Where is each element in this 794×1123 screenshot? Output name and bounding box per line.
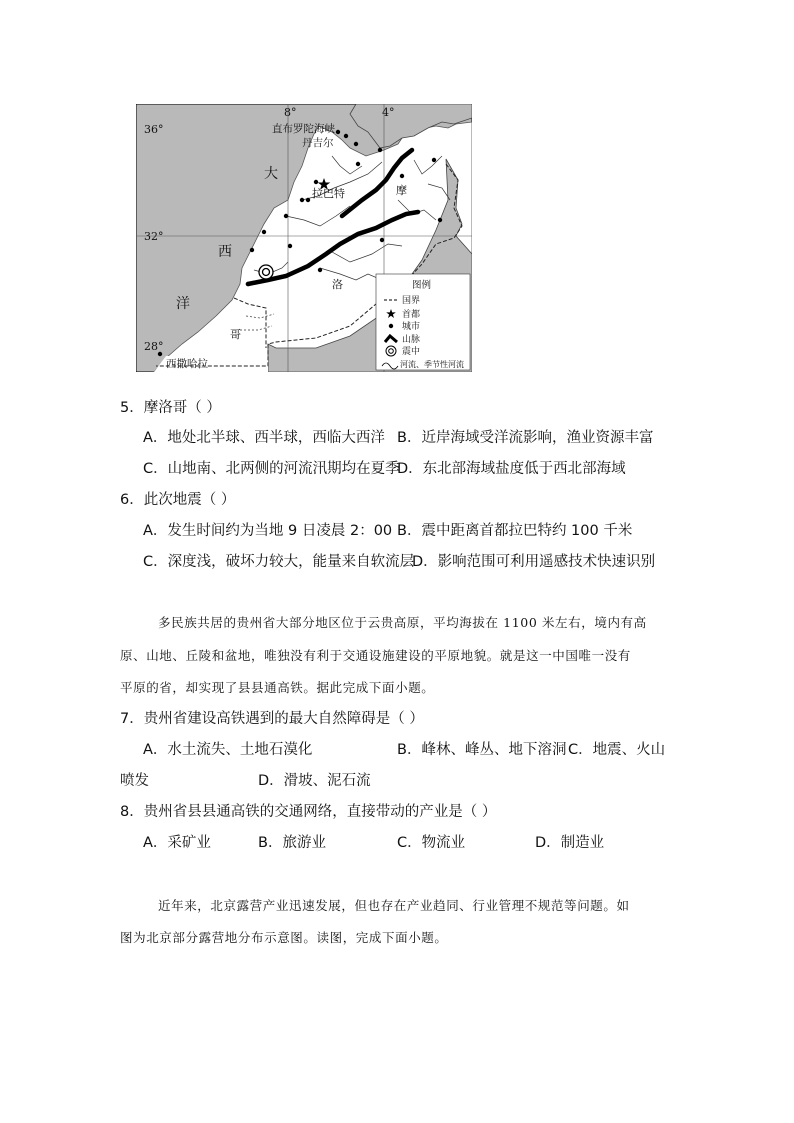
q8-option-c: C．物流业 xyxy=(397,835,466,851)
q7-option-c: C．地震、火山 xyxy=(568,742,666,758)
lat-28-label: 28° xyxy=(144,340,164,353)
passage3-line1: 近年来，北京露营产业迅速发展，但也存在产业趋同、行业管理不规范等问题。如 xyxy=(158,898,630,913)
legend-mountain-label: 山脉 xyxy=(402,335,421,345)
q5-option-b: B．近岸海域受洋流影响，渔业资源丰富 xyxy=(397,430,654,446)
passage3-line2: 图为北京部分露营地分布示意图。读图，完成下面小题。 xyxy=(120,930,448,945)
passage2-line3: 平原的省，却实现了县县通高铁。据此完成下面小题。 xyxy=(120,680,435,695)
q7-option-d: D．滑坡、泥石流 xyxy=(258,773,371,789)
q8-option-b: B．旅游业 xyxy=(258,835,326,851)
lon-8-label: 8° xyxy=(284,106,297,119)
q7-stem: 7．贵州省建设高铁遇到的最大自然障碍是（ ） xyxy=(120,711,424,727)
q6-option-c: C．深度浅，破坏力较大，能量来自软流层 xyxy=(143,554,415,570)
legend-capital-label: 首都 xyxy=(402,310,421,320)
legend-river-label: 河流、季节性河流 xyxy=(400,360,464,369)
q6-option-a: A．发生时间约为当地 9 日凌晨 2：00 xyxy=(143,523,393,539)
q7-option-a: A．水土流失、土地石漠化 xyxy=(143,742,313,758)
q5-option-a: A．地处北半球、西半球，西临大西洋 xyxy=(143,430,385,446)
legend-city-label: 城市 xyxy=(402,322,421,332)
ocean-char-2: 西 xyxy=(218,244,232,260)
country-char-1: 摩 xyxy=(396,184,407,197)
ocean-char-3: 洋 xyxy=(176,296,190,312)
legend-title: 图例 xyxy=(412,280,432,291)
q5-option-d: D．东北部海域盐度低于西北部海域 xyxy=(397,461,626,477)
legend-city-symbol xyxy=(389,324,393,328)
lon-4-label: 4° xyxy=(382,106,395,119)
western-sahara-label: 西撒哈拉 xyxy=(166,358,208,370)
lat-36-label: 36° xyxy=(144,123,164,136)
legend-epicenter-label: 震中 xyxy=(402,347,421,357)
capital-label: 拉巴特 xyxy=(312,187,345,200)
q7-option-b: B．峰林、峰丛、地下溶洞 xyxy=(397,742,567,758)
q6-option-d: D．影响范围可利用遥感技术快速识别 xyxy=(412,554,656,570)
q8-option-d: D．制造业 xyxy=(535,835,605,851)
tanger-label: 丹吉尔 xyxy=(302,137,334,149)
strait-label: 直布罗陀海峡 xyxy=(272,123,335,135)
country-char-2: 洛 xyxy=(332,278,343,291)
q5-option-c: C．山地南、北两侧的河流汛期均在夏季 xyxy=(143,461,400,477)
legend-epicenter-inner xyxy=(389,349,394,354)
morocco-map xyxy=(136,104,472,372)
q8-option-a: A．采矿业 xyxy=(143,835,211,851)
epicenter-mark xyxy=(259,265,273,279)
q6-stem: 6．此次地震（ ） xyxy=(120,492,236,508)
passage2-line1: 多民族共居的贵州省大部分地区位于云贵高原，平均海拔在 1100 米左右，境内有高 xyxy=(158,615,647,630)
q8-stem: 8．贵州省县县通高铁的交通网络，直接带动的产业是（ ） xyxy=(120,804,497,820)
q7-option-c-cont: 喷发 xyxy=(120,773,149,789)
q5-stem: 5．摩洛哥（ ） xyxy=(120,400,221,416)
q6-option-b: B．震中距离首都拉巴特约 100 千米 xyxy=(397,523,633,539)
lat-32-label: 32° xyxy=(144,230,164,243)
ocean-char-1: 大 xyxy=(264,166,278,182)
country-char-3: 哥 xyxy=(230,328,241,341)
legend-border-label: 国界 xyxy=(402,296,421,306)
passage2-line2: 原、山地、丘陵和盆地，唯独没有利于交通设施建设的平原地貌。就是这一中国唯一没有 xyxy=(120,648,631,663)
